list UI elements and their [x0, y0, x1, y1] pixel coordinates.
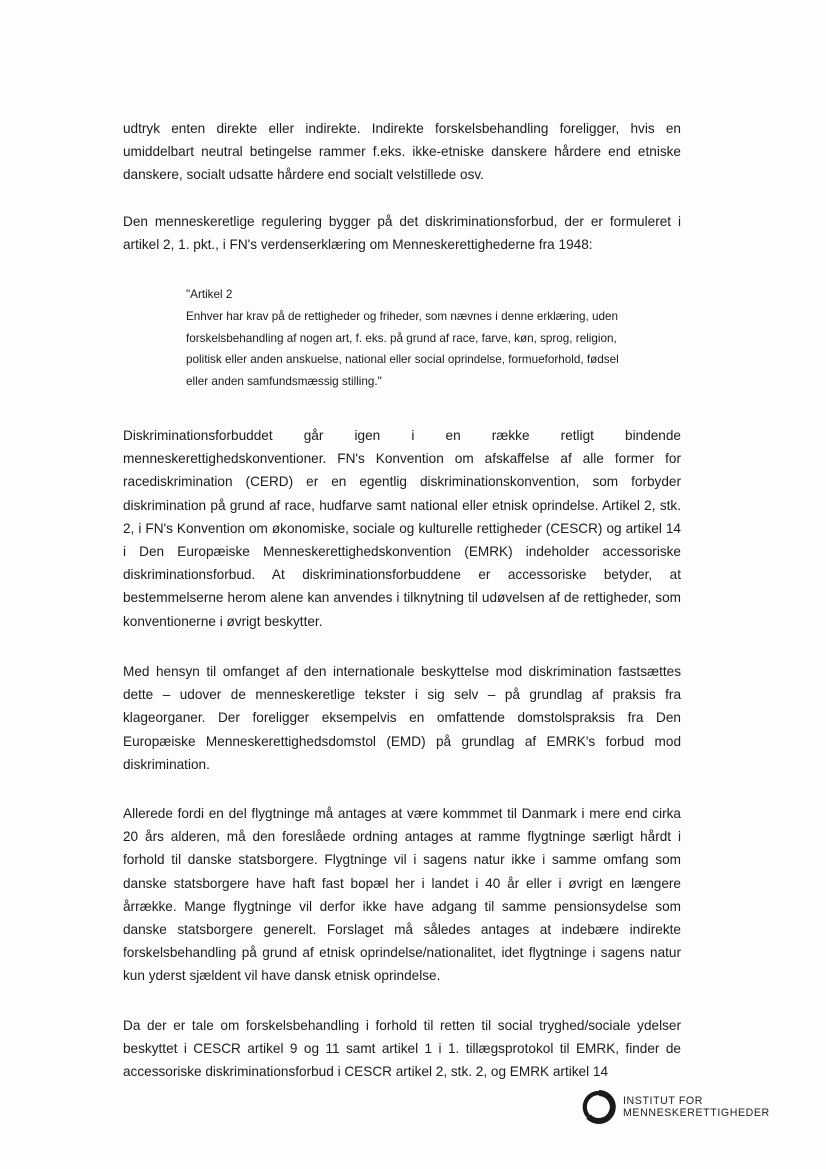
quote-line-2: forskelsbehandling af nogen art, f. eks. på grund af race, farve, køn, sprog, religion, — [186, 331, 617, 345]
paragraph-5: Allerede fordi en del flygtninge må antages at være kommmet til Danmark i mere end cirka 20 års alderen, må den foreslåede ordning antages at ramme flygtninge særligt hårdt i forhold til danske statsborgere. Flygtninge vil i sagens natur ikke i samme omfang som danske statsborgere have haft fast bopæl her i landet i 40 år eller i øvrigt en længere årrække. Mange flygtninge vil derfor ikke have adgang til samme pensionsydelse som danske statsborgere generelt. Forslaget må således antages at indebære indirekte forskelsbehandling på grund af etnisk oprindelse/nationalitet, idet flygtninge i sagens natur kun yderst sjældent vil have dansk etnisk oprindelse. — [123, 806, 681, 984]
quote-heading: "Artikel 2 — [186, 288, 233, 301]
ring-logo-icon — [582, 1090, 616, 1124]
quote-line-3: politisk eller anden anskuelse, national eller social oprindelse, formueforhold, fødsel — [186, 353, 619, 367]
paragraph-6: Da der er tale om forskelsbehandling i forhold til retten til social tryghed/sociale ydelser beskyttet i CESCR artikel 9 og 11 samt artikel 1 i 1. tillægsprotokol til EMRK, finder de accessoriske diskriminationsforbud i CESCR artikel 2, stk. 2, og EMRK artikel 14 — [123, 1018, 681, 1080]
quote-line-1: Enhver har krav på de rettigheder og friheder, som nævnes i denne erklæring, uden — [186, 309, 619, 323]
paragraph-2: Den menneskeretlige regulering bygger på det diskriminationsforbud, der er formuleret i artikel 2, 1. pkt., i FN's verdenserklæring om Menneskerettighederne fra 1948: — [123, 214, 681, 253]
logo-line-1: INSTITUT FOR — [623, 1094, 703, 1107]
quote-line-4: eller anden samfundsmæssig stilling." — [186, 375, 382, 389]
institute-logo — [582, 1090, 770, 1124]
block-quote — [186, 284, 678, 393]
logo-line-2: MENNESKERETTIGHEDER — [623, 1107, 770, 1119]
paragraph-3: Diskriminationsforbuddet går igen i en række retligt bindende menneskerettighedskonventioner. FN's Konvention om afskaffelse af alle former for racediskrimination (CERD) er en egentlig diskriminationskonvention, som forbyder diskrimination på grund af race, hudfarve samt national eller etnisk oprindelse. Artikel 2, stk. 2, i FN's Konvention om økonomiske, sociale og kulturelle rettigheder (CESCR) og artikel 14 i Den Europæiske Menneskerettighedskonvention (EMRK) indeholder accessoriske diskriminationsforbud. At diskriminationsforbuddene er accessoriske betyder, at bestemmelserne herom alene kan anvendes i tilknytning til udøvelsen af de rettigheder, som konventionerne i øvrigt beskytter. — [123, 428, 681, 629]
paragraph-4: Med hensyn til omfanget af den internationale beskyttelse mod diskrimination fastsættes dette – udover de menneskeretlige tekster i sig selv – på grundlag af praksis fra klageorganer. Der foreligger eksempelvis en omfattende domstolspraksis fra Den Europæiske Menneskerettighedsdomstol (EMD) på grundlag af EMRK's forbud mod diskrimination. — [123, 664, 681, 772]
logo-text — [623, 1095, 770, 1120]
paragraph-1: udtryk enten direkte eller indirekte. Indirekte forskelsbehandling foreligger, hvis en umiddelbart neutral betingelse rammer f.eks. ikke-etniske danskere hårdere end etniske danskere, socialt udsatte hårdere end socialt velstillede osv. — [123, 121, 681, 183]
